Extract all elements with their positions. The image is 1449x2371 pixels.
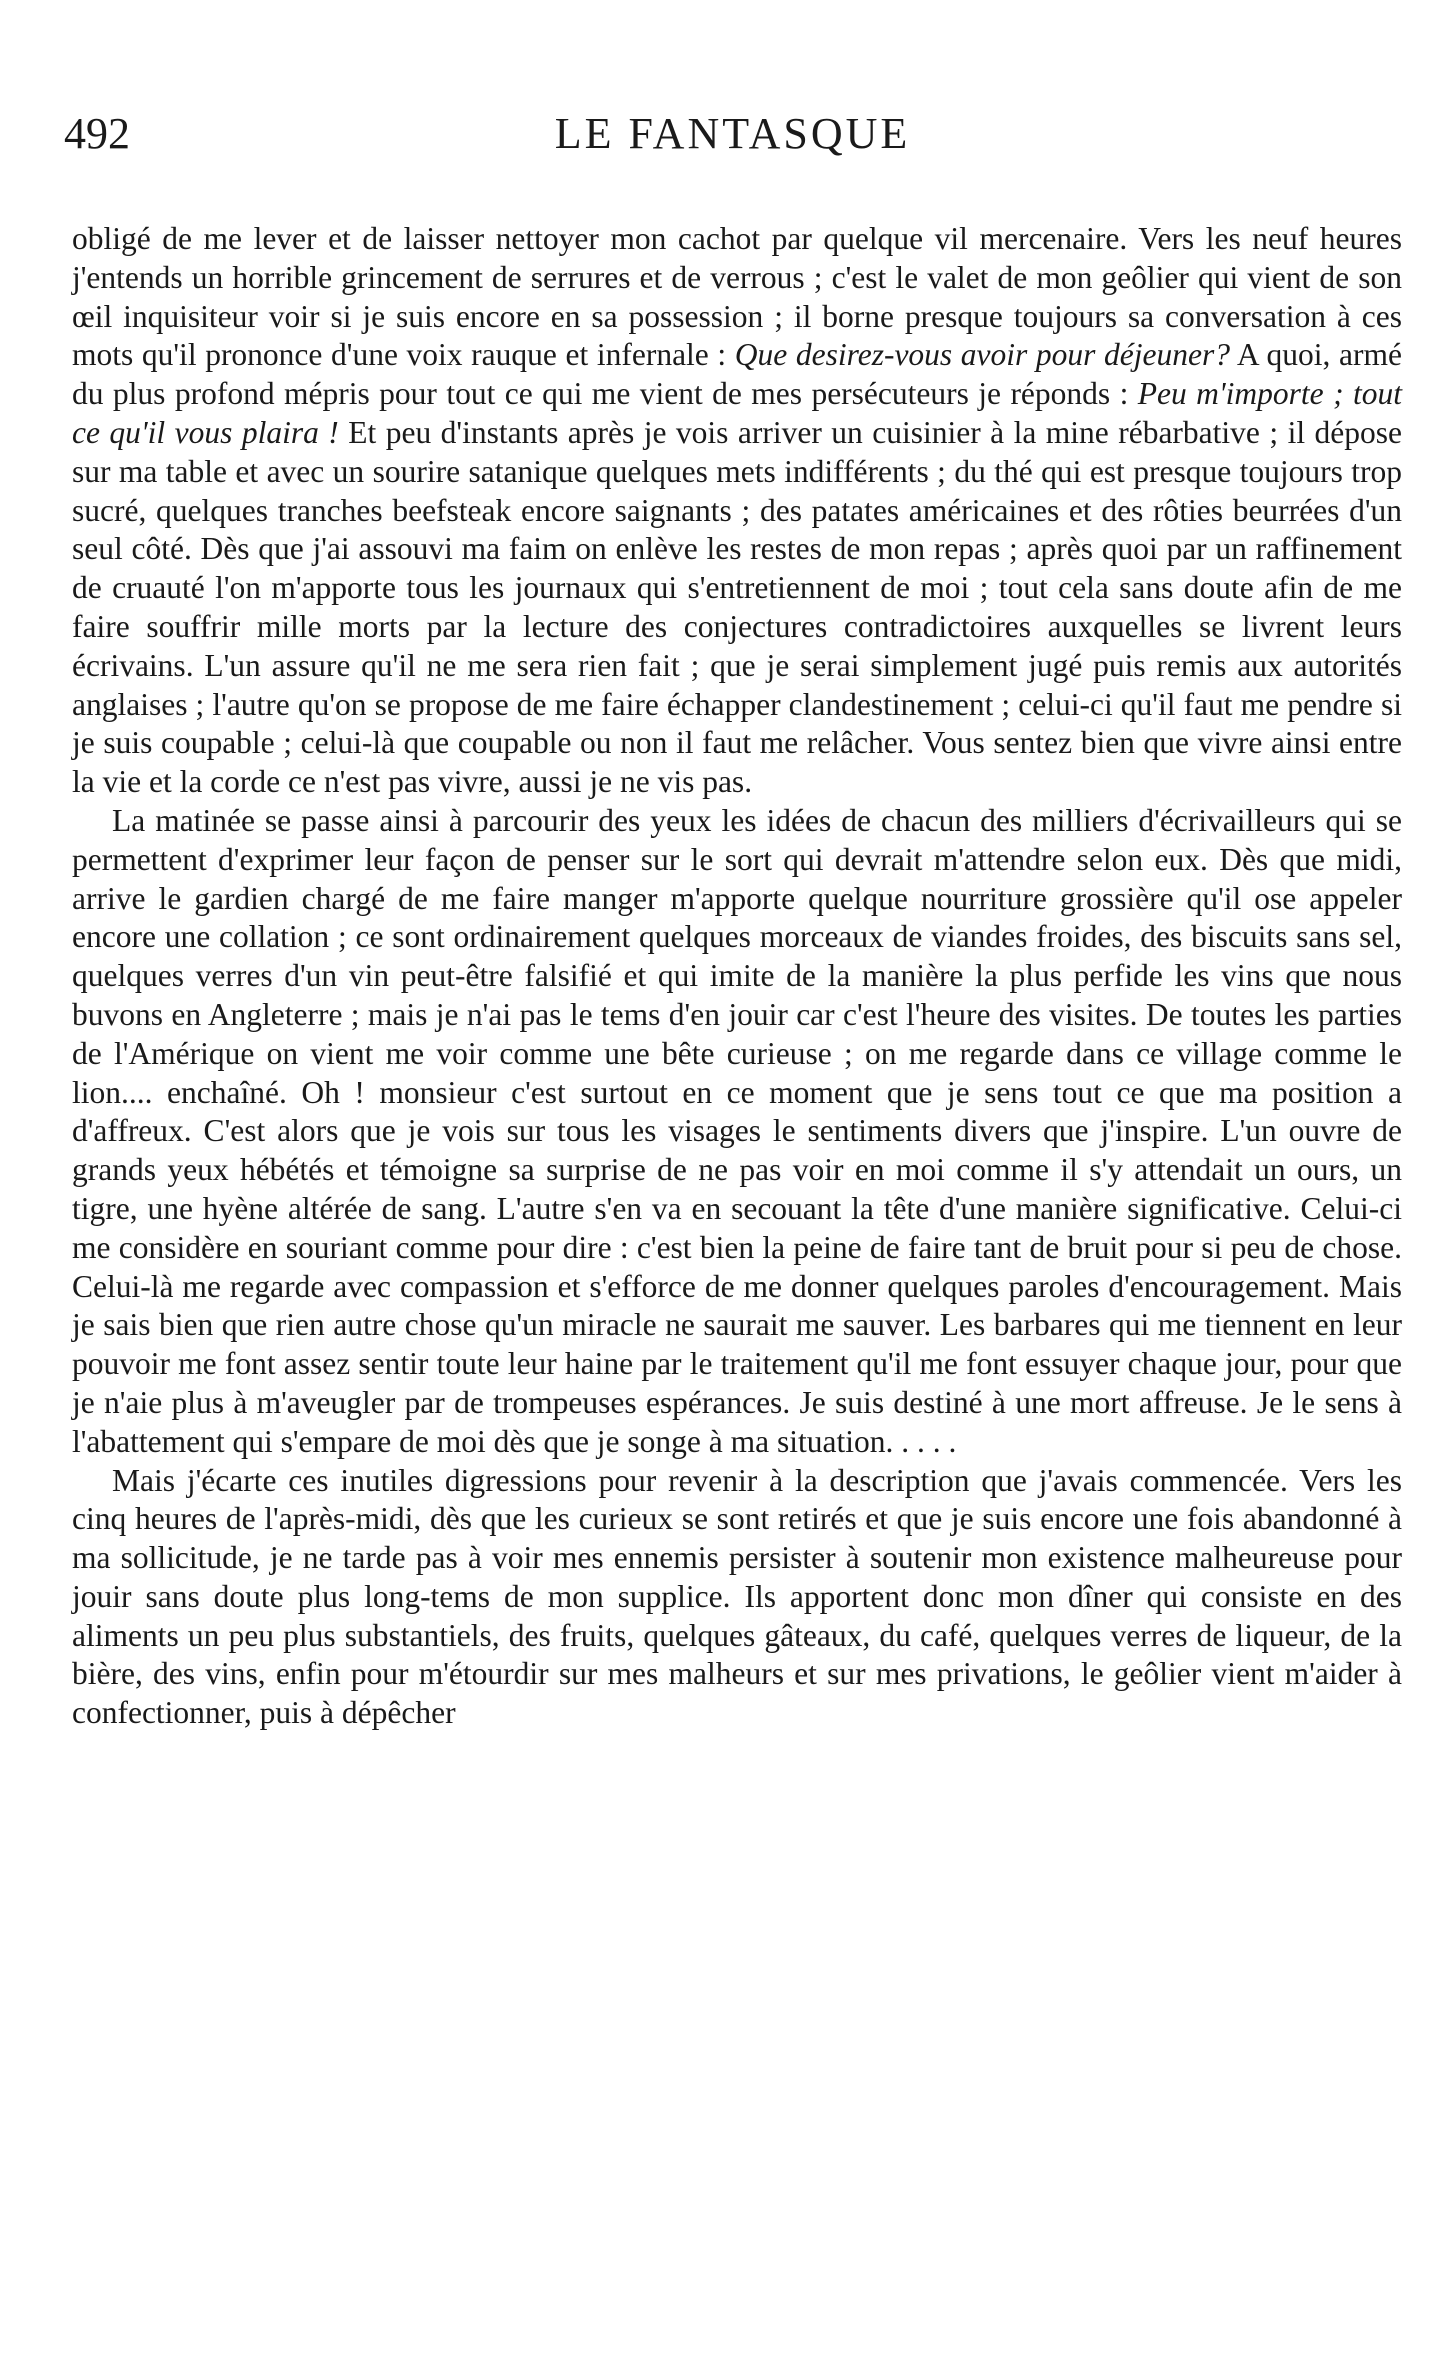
text-segment: Mais j'écarte ces inutiles digressions pour revenir à la description que j'avais commencée. Vers les cinq heures de l'après-midi, dès que les curieux se sont retirés et que je suis encore une fois abandonné à ma sollicitude, je ne tarde pas à voir mes ennemis persister à soutenir mon existence malheureuse pour jouir sans doute plus long-tems de mon supplice. Ils apportent donc mon dîner qui consiste en des aliments un peu plus substantiels, des fruits, quelques gâteaux, du café, quelques verres de liqueur, de la bière, des vins, enfin pour m'étourdir sur mes malheurs et sur mes privations, le geôlier vient m'aider à confectionner, puis à dépêcher: [72, 1462, 1402, 1731]
page-header: [60, 90, 1405, 170]
running-title: LE FANTASQUE: [554, 109, 911, 158]
page: [60, 90, 1405, 2320]
body-text: [72, 220, 1402, 1733]
text-segment: A quoi, armé du plus profond mépris pour tout ce qui me vient de mes persécuteurs je réponds :: [72, 337, 1402, 412]
text-segment: Et peu d'instants après je vois arriver un cuisinier à la mine rébarbative ; il dépose sur ma table et avec un sourire satanique quelques mets indifférents ; du thé qui est presque toujours trop sucré, quelques tranches beefsteak encore saignants ; des patates américaines et des rôties beurrées d'un seul côté. Dès que j'ai assouvi ma faim on enlève les restes de mon repas ; après quoi par un raffinement de cruauté l'on m'apporte tous les journaux qui s'entretiennent de moi ; tout cela sans doute afin de me faire souffrir mille morts par la lecture des conjectures contradictoires auxquelles se livrent leurs écrivains. L'un assure qu'il ne me sera rien fait ; que je serai simplement jugé puis remis aux autorités anglaises ; l'autre qu'on se propose de me faire échapper clandestinement ; celui-ci qu'il faut me pendre si je suis coupable ; celui-là que coupable ou non il faut me relâcher. Vous sentez bien que vivre ainsi entre la vie et la corde ce n'est pas vivre, aussi je ne vis pas.: [72, 414, 1402, 800]
italic-quote: Peu m'importe ; tout ce qu'il vous plaira !: [72, 376, 1402, 450]
page-number: 492: [64, 109, 130, 158]
paragraph: [72, 1462, 1402, 1734]
text-segment: La matinée se passe ainsi à parcourir des yeux les idées de chacun des milliers d'écrivailleurs qui se permettent d'exprimer leur façon de penser sur le sort qui devrait m'attendre selon eux. Dès que midi, arrive le gardien chargé de me faire manger m'apporte quelque nourriture grossière qu'il ose appeler encore une collation ; ce sont ordinairement quelques morceaux de viandes froides, des biscuits sans sel, quelques verres d'un vin peut-être falsifié et qui imite de la manière la plus perfide les vins que nous buvons en Angleterre ; mais je n'ai pas le tems d'en jouir car c'est l'heure des visites. De toutes les parties de l'Amérique on vient me voir comme une bête curieuse ; on me regarde dans ce village comme le lion.... enchaîné. Oh ! monsieur c'est surtout en ce moment que je sens tout ce que ma position a d'affreux. C'est alors que je vois sur tous les visages le sentiments divers que j'inspire. L'un ouvre de grands yeux hébétés et témoigne sa surprise de ne pas voir en moi comme il s'y attendait un ours, un tigre, une hyène altérée de sang. L'autre s'en va en secouant la tête d'une manière significative. Celui-ci me considère en souriant comme pour dire : c'est bien la peine de faire tant de bruit pour si peu de chose. Celui-là me regarde avec compassion et s'efforce de me donner quelques paroles d'encouragement. Mais je sais bien que rien autre chose qu'un miracle ne saurait me sauver. Les barbares qui me tiennent en leur pouvoir me font assez sentir toute leur haine par le traitement qu'il me font essuyer chaque jour, pour que je n'aie plus à m'aveugler par de trompeuses espérances. Je suis destiné à une mort affreuse. Je le sens à l'abattement qui s'empare de moi dès que je songe à ma situation. . . . .: [72, 802, 1402, 1459]
paragraph: [72, 220, 1402, 802]
italic-quote: Que desirez-vous avoir pour déjeuner?: [734, 337, 1231, 373]
paragraph: [72, 802, 1402, 1462]
text-segment: obligé de me lever et de laisser nettoyer mon cachot par quelque vil mercenaire. Vers les neuf heures j'entends un horrible grincement de serrures et de verrous ; c'est le valet de mon geôlier qui vient de son œil inquisiteur voir si je suis encore en sa possession ; il borne presque toujours sa conversation à ces mots qu'il prononce d'une voix rauque et infernale :: [72, 221, 1402, 373]
